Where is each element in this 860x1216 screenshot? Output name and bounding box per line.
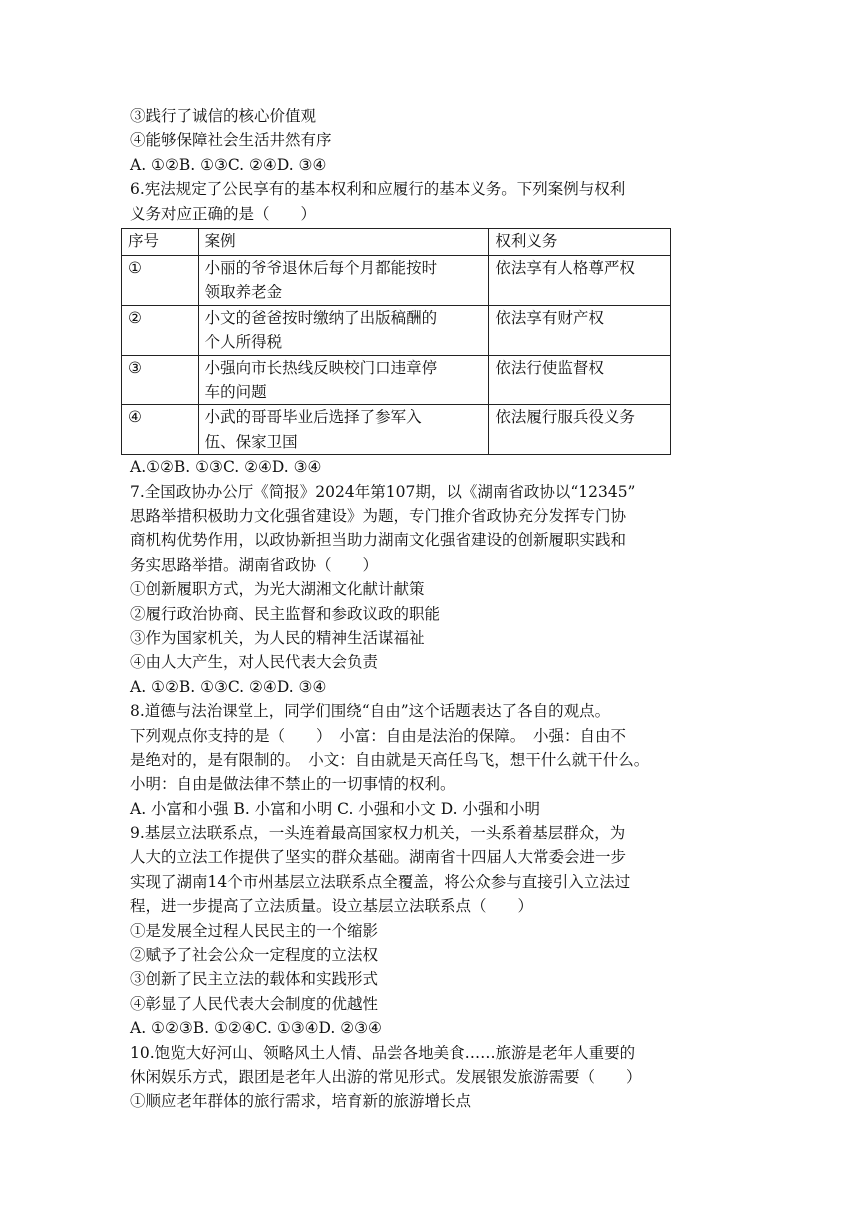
text-line: 是绝对的，是有限制的。 小文：自由就是天高任鸟飞，想干什么就干什么。 bbox=[130, 750, 650, 769]
case-line: 领取养老金 bbox=[204, 283, 283, 302]
table-cell-case bbox=[198, 405, 489, 455]
table-cell-case bbox=[198, 255, 489, 305]
table-row bbox=[122, 355, 671, 405]
table-header-cell: 序号 bbox=[122, 228, 199, 255]
text-line: 务实思路举措。湖南省政协（ ） bbox=[130, 555, 379, 574]
text-line: 9.基层立法联系点，一头连着最高国家权力机关，一头系着基层群众，为 bbox=[130, 824, 626, 843]
text-line: ②赋予了社会公众一定程度的立法权 bbox=[130, 946, 379, 965]
table-cell-no: ② bbox=[122, 305, 199, 355]
table-row bbox=[122, 305, 671, 355]
text-line: A.①②B. ①③C. ②④D. ③④ bbox=[130, 458, 322, 477]
text-line: A. 小富和小强 B. 小富和小明 C. 小强和小文 D. 小强和小明 bbox=[130, 799, 540, 818]
table-header-row bbox=[122, 228, 671, 255]
case-line: 小强向市长热线反映校门口违章停 bbox=[204, 358, 438, 377]
text-line: A. ①②③B. ①②④C. ①③④D. ②③④ bbox=[130, 1019, 382, 1038]
question-text-block bbox=[130, 455, 730, 1114]
table-cell-case bbox=[198, 305, 489, 355]
text-line: ①顺应老年群体的旅行需求，培育新的旅游增长点 bbox=[130, 1092, 472, 1111]
text-line: 义务对应正确的是（ ） bbox=[130, 204, 317, 223]
text-line: 休闲娱乐方式，跟团是老年人出游的常见形式。发展银发旅游需要（ ） bbox=[130, 1067, 642, 1086]
table-header-cell: 案例 bbox=[198, 228, 489, 255]
text-line: 人大的立法工作提供了坚实的群众基础。湖南省十四届人大常委会进一步 bbox=[130, 848, 627, 867]
text-line: 7.全国政协办公厅《简报》2024年第107期，以《湖南省政协以“12345” bbox=[130, 482, 636, 501]
text-line: ③创新了民主立法的载体和实践形式 bbox=[130, 970, 379, 989]
text-line: 商机构优势作用，以政协新担当助力湖南文化强省建设的创新履职实践和 bbox=[130, 531, 627, 550]
table-header-cell: 权利义务 bbox=[489, 228, 671, 255]
table-row bbox=[122, 405, 671, 455]
text-line: ③作为国家机关，为人民的精神生活谋福祉 bbox=[130, 628, 425, 647]
text-line: 下列观点你支持的是（ ） 小富：自由是法治的保障。 小强：自由不 bbox=[130, 726, 627, 745]
text-line: ①创新履职方式，为光大湖湘文化献计献策 bbox=[130, 580, 425, 599]
case-line: 车的问题 bbox=[204, 382, 267, 401]
case-line: 个人所得税 bbox=[204, 333, 283, 352]
case-line: 小文的爸爸按时缴纳了出版稿酬的 bbox=[204, 308, 438, 327]
table-cell-right: 依法行使监督权 bbox=[489, 355, 671, 405]
table-cell-no: ③ bbox=[122, 355, 199, 405]
text-line: 实现了湖南14个市州基层立法联系点全覆盖，将公众参与直接引入立法过 bbox=[130, 872, 631, 891]
table-row bbox=[122, 255, 671, 305]
text-line: 小明：自由是做法律不禁止的一切事情的权利。 bbox=[130, 775, 456, 794]
table-cell-right: 依法享有财产权 bbox=[489, 305, 671, 355]
text-line: ①是发展全过程人民民主的一个缩影 bbox=[130, 921, 379, 940]
case-line: 伍、保家卫国 bbox=[204, 432, 298, 451]
table-cell-no: ④ bbox=[122, 405, 199, 455]
text-line: A. ①②B. ①③C. ②④D. ③④ bbox=[130, 155, 327, 174]
text-line: 思路举措积极助力文化强省建设》为题，专门推介省政协充分发挥专门协 bbox=[130, 506, 627, 525]
text-line: A. ①②B. ①③C. ②④D. ③④ bbox=[130, 677, 327, 696]
text-line: ②履行政治协商、民主监督和参政议政的职能 bbox=[130, 604, 441, 623]
document-page bbox=[130, 104, 730, 1114]
case-line: 小丽的爷爷退休后每个月都能按时 bbox=[204, 258, 438, 277]
text-line: ④能够保障社会生活井然有序 bbox=[130, 131, 332, 150]
question-table bbox=[121, 228, 671, 455]
text-line: 10.饱览大好河山、领略风土人情、品尝各地美食……旅游是老年人重要的 bbox=[130, 1043, 636, 1062]
text-line: ④由人大产生，对人民代表大会负责 bbox=[130, 653, 379, 672]
text-line: 程，进一步提高了立法质量。设立基层立法联系点（ ） bbox=[130, 897, 534, 916]
text-line: 6.宪法规定了公民享有的基本权利和应履行的基本义务。下列案例与权利 bbox=[130, 180, 626, 199]
table-cell-case bbox=[198, 355, 489, 405]
text-line: ③践行了诚信的核心价值观 bbox=[130, 107, 317, 125]
table-cell-right: 依法履行服兵役义务 bbox=[489, 405, 671, 455]
table-cell-no: ① bbox=[122, 255, 199, 305]
case-line: 小武的哥哥毕业后选择了参军入 bbox=[204, 408, 422, 427]
table-cell-right: 依法享有人格尊严权 bbox=[489, 255, 671, 305]
text-line: ④彰显了人民代表大会制度的优越性 bbox=[130, 994, 379, 1013]
text-line: 8.道德与法治课堂上，同学们围绕“自由”这个话题表达了各自的观点。 bbox=[130, 702, 611, 721]
